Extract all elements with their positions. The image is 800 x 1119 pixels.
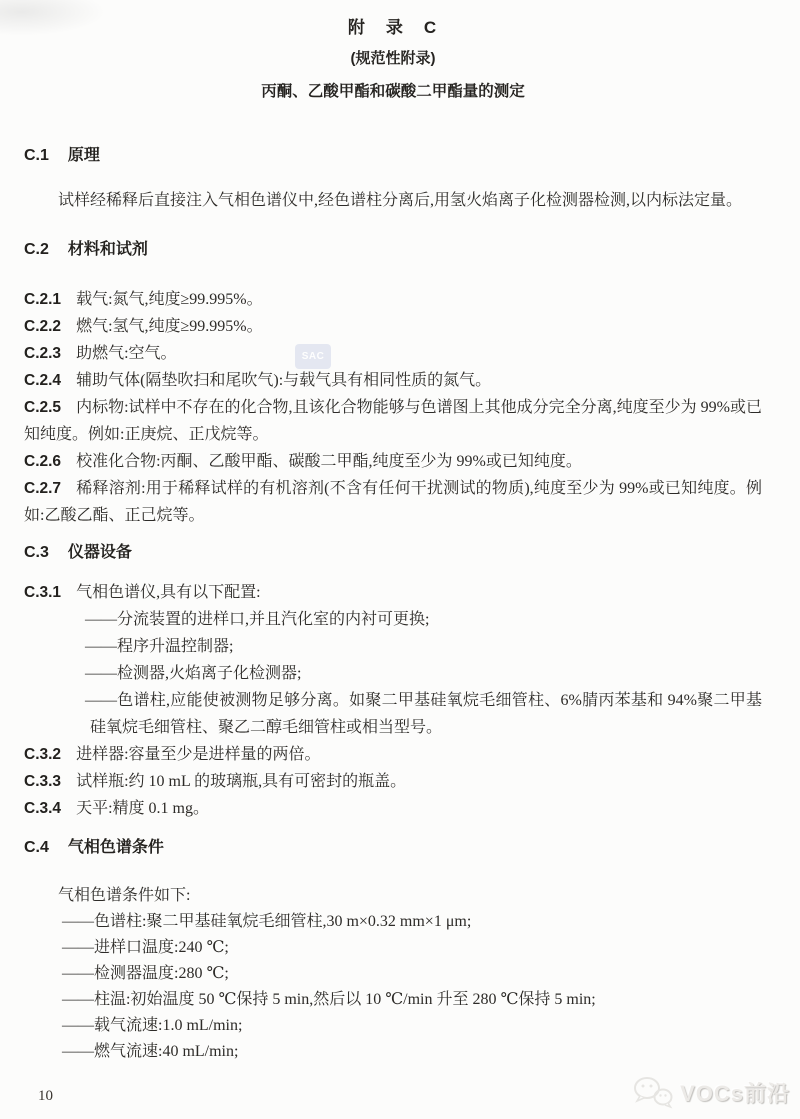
clause-number: C.3.3 <box>24 773 62 790</box>
section-heading-c2 <box>24 240 762 260</box>
c4-list-item: ——柱温:初始温度 50 ℃保持 5 min,然后以 10 ℃/min 升至 280 ℃保持 5 min; <box>62 991 596 1008</box>
clause-text: 校准化合物:丙酮、乙酸甲酯、碳酸二甲酯,纯度至少为 99%或已知纯度。 <box>76 453 582 470</box>
appendix-subtitle: (规范性附录) <box>350 50 436 67</box>
clause-text: 内标物:试样中不存在的化合物,且该化合物能够与色谱图上其他成分完全分离,纯度至少为 99%或已知纯度。例如:正庚烷、正戊烷等。 <box>24 399 762 443</box>
clause-text: 稀释溶剂:用于稀释试样的有机溶剂(不含有任何干扰测试的物质),纯度至少为 99%或已知纯度。例如:乙酸乙酯、正己烷等。 <box>24 480 762 524</box>
clause-number: C.2.4 <box>24 372 62 389</box>
c4-list-item: ——色谱柱:聚二甲基硅氧烷毛细管柱,30 m×0.32 mm×1 μm; <box>62 913 472 930</box>
clause-number: C.3.2 <box>24 746 62 763</box>
section-number: C.4 <box>24 839 49 856</box>
section-heading-c1 <box>24 146 762 166</box>
sac-watermark-badge: SAC <box>295 344 331 369</box>
clause-c3-1 <box>24 579 762 606</box>
clause-text: 气相色谱仪,具有以下配置: <box>76 584 261 601</box>
c31-list-item: ——分流装置的进样口,并且汽化室的内衬可更换; <box>85 611 430 628</box>
clause-text: 试样瓶:约 10 mL 的玻璃瓶,具有可密封的瓶盖。 <box>76 773 407 790</box>
section-title: 气相色谱条件 <box>67 839 164 856</box>
clause-number: C.3.1 <box>24 584 62 601</box>
c2-clause-list <box>24 286 762 529</box>
clause-text: 燃气:氢气,纯度≥99.995%。 <box>76 318 263 335</box>
c4-list-item: ——进样口温度:240 ℃; <box>62 939 229 956</box>
clause-c2-6 <box>24 448 762 475</box>
c31-list-item: ——色谱柱,应能使被测物足够分离。如聚二甲基硅氧烷毛细管柱、6%腈丙苯基和 94%聚二甲基硅氧烷毛细管柱、聚乙二醇毛细管柱或相当型号。 <box>85 692 762 736</box>
c1-body-paragraph: 试样经稀释后直接注入气相色谱仪中,经色谱柱分离后,用氢火焰离子化检测器检测,以内标法定量。 <box>58 192 743 209</box>
clause-c3-3 <box>24 768 762 795</box>
section-number: C.2 <box>24 241 49 258</box>
clause-c2-2 <box>24 313 762 340</box>
clause-c2-5 <box>24 394 762 448</box>
clause-c2-3 <box>24 340 762 367</box>
c31-list-item: ——检测器,火焰离子化检测器; <box>85 665 302 682</box>
clause-number: C.3.4 <box>24 800 62 817</box>
brand-watermark <box>632 1075 790 1109</box>
c31-list-item: ——程序升温控制器; <box>85 638 234 655</box>
c4-list-item: ——燃气流速:40 mL/min; <box>62 1043 239 1060</box>
clause-c3-2 <box>24 741 762 768</box>
clause-c2-4 <box>24 367 762 394</box>
appendix-header <box>24 16 762 102</box>
appendix-heading: 丙酮、乙酸甲酯和碳酸二甲酯量的测定 <box>261 83 525 100</box>
clause-text: 助燃气:空气。 <box>76 345 177 362</box>
clause-c2-1 <box>24 286 762 313</box>
clause-number: C.2.1 <box>24 291 62 308</box>
section-heading-c3 <box>24 543 762 563</box>
c4-list-item: ——载气流速:1.0 mL/min; <box>62 1017 243 1034</box>
wechat-icon <box>632 1075 674 1109</box>
section-title: 仪器设备 <box>67 544 132 561</box>
brand-watermark-text: VOCs前沿 <box>680 1080 790 1106</box>
clause-number: C.2.6 <box>24 453 62 470</box>
clause-text: 载气:氮气,纯度≥99.995%。 <box>76 291 263 308</box>
clause-c3-4 <box>24 795 762 822</box>
clause-number: C.2.7 <box>24 480 62 497</box>
clause-text: 辅助气体(隔垫吹扫和尾吹气):与载气具有相同性质的氮气。 <box>76 372 492 389</box>
section-number: C.1 <box>24 147 49 164</box>
c4-intro-paragraph: 气相色谱条件如下: <box>58 887 191 904</box>
c4-list-item: ——检测器温度:280 ℃; <box>62 965 229 982</box>
clause-text: 进样器:容量至少是进样量的两倍。 <box>76 746 321 763</box>
section-title: 原理 <box>67 147 100 164</box>
appendix-title: 附 录 C <box>347 18 439 37</box>
clause-text: 天平:精度 0.1 mg。 <box>76 800 209 817</box>
page-number: 10 <box>38 1088 53 1104</box>
clause-number: C.2.5 <box>24 399 62 416</box>
section-heading-c4 <box>24 838 762 858</box>
clause-number: C.2.3 <box>24 345 62 362</box>
section-number: C.3 <box>24 544 49 561</box>
clause-number: C.2.2 <box>24 318 62 335</box>
clause-c2-7 <box>24 475 762 529</box>
section-title: 材料和试剂 <box>67 241 148 258</box>
